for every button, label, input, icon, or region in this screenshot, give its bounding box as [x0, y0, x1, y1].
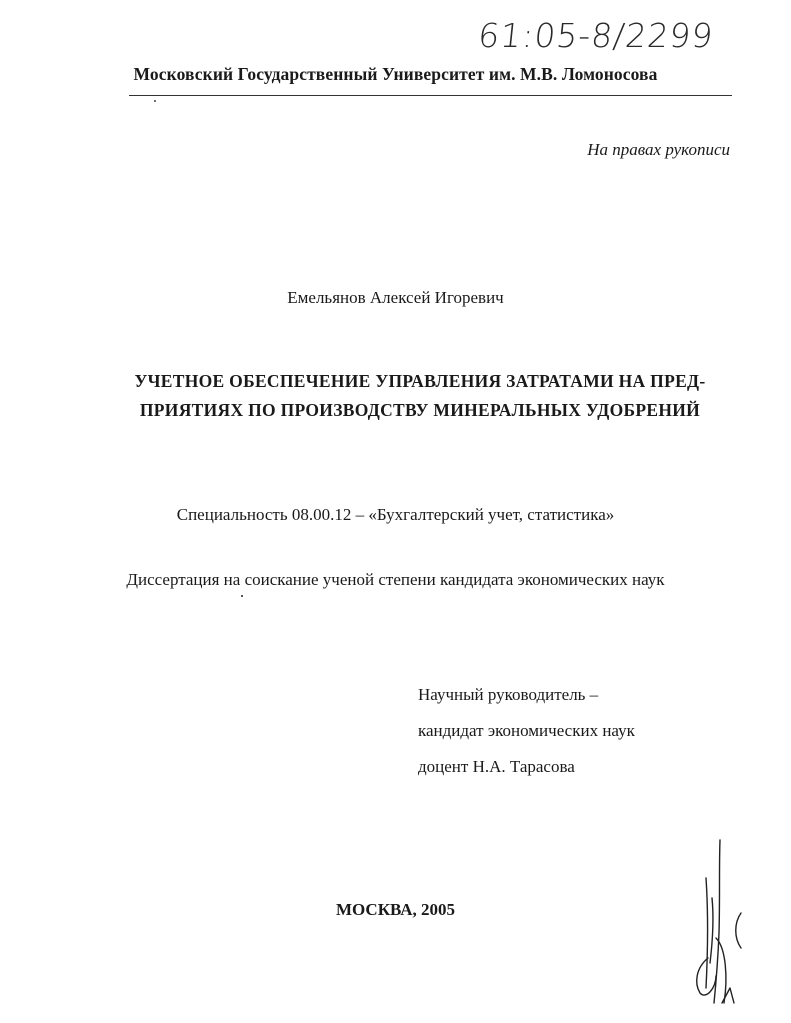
- archive-stamp-number: 61:05-8/2299: [476, 16, 716, 55]
- university-name: Московский Государственный Университет им. М.В. Ломоносова: [133, 64, 658, 84]
- city-year: МОСКВА, 2005: [335, 900, 456, 919]
- handwritten-signature: [686, 838, 758, 1008]
- supervisor-role: Научный руководитель –: [418, 685, 599, 704]
- dissertation-degree-line: Диссертация на соискание ученой степени кандидата экономических наук: [126, 570, 665, 589]
- supervisor-degree: кандидат экономических наук: [418, 721, 635, 740]
- header-divider: [129, 95, 732, 96]
- scan-speck-2: [241, 595, 243, 597]
- title-line-1: УЧЕТНОЕ ОБЕСПЕЧЕНИЕ УПРАВЛЕНИЯ ЗАТРАТАМИ НА ПРЕД-: [134, 371, 706, 391]
- title-line-2: ПРИЯТИЯХ ПО ПРОИЗВОДСТВУ МИНЕРАЛЬНЫХ УДОБРЕНИЙ: [139, 400, 701, 420]
- manuscript-rights-note: На правах рукописи: [587, 140, 730, 159]
- supervisor-block: [418, 677, 635, 785]
- scan-speck: [154, 100, 156, 102]
- supervisor-name: доцент Н.А. Тарасова: [418, 757, 575, 776]
- dissertation-title: [120, 367, 720, 425]
- author-name: Емельянов Алексей Игоревич: [287, 288, 504, 307]
- specialty-line: Специальность 08.00.12 – «Бухгалтерский учет, статистика»: [176, 505, 615, 524]
